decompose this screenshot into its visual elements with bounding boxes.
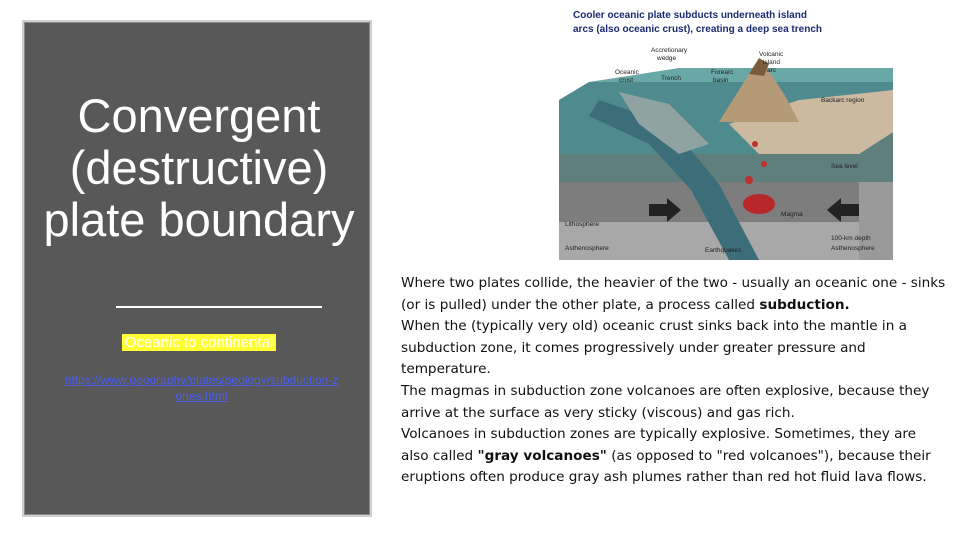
title-divider	[116, 306, 322, 308]
subduction-diagram	[559, 4, 893, 260]
label-magma: Magma	[781, 211, 803, 218]
p4-text-a: Volcanoes in subduction zones are typically explosive. Sometimes, they are also called	[401, 426, 917, 464]
label-earthquakes: Earthquakes	[705, 247, 742, 254]
slide-subtitle: Oceanic to continental	[122, 334, 276, 351]
label-asthenosphere-right: Asthenosphere	[831, 245, 875, 252]
label-accretionary: Accretionary	[651, 47, 688, 54]
label-oceanic: Oceanic	[615, 69, 639, 76]
diagram-caption-2: arcs (also oceanic crust), creating a deep sea trench	[573, 24, 822, 35]
label-volcanic: Volcanic	[759, 51, 784, 58]
title-panel	[22, 20, 372, 517]
p1-text: Where two plates collide, the heavier of the two - usually an oceanic one - sinks (or is pulled) under the other plate, a process called	[401, 275, 946, 313]
p4-text-b: (as opposed to "red volcanoes"), because their eruptions often produce gray ash plumes rather than red hot fluid lava flows.	[401, 447, 931, 486]
label-island: island	[763, 59, 780, 66]
p4-bold: "gray volcanoes"	[477, 447, 607, 464]
slide-title: Convergent (destructive) plate boundary	[43, 89, 355, 246]
label-backarc: Backarc region	[821, 97, 865, 104]
label-depth: 100-km depth	[831, 235, 871, 242]
label-basin: basin	[713, 77, 729, 84]
diagram-caption-1: Cooler oceanic plate subducts underneath island	[573, 10, 807, 21]
label-arc: arc	[767, 67, 777, 74]
paragraph-2: When the (typically very old) oceanic crust sinks back into the mantle in a subduction zone, it comes progressively under greater pressure and temperature.	[401, 318, 907, 378]
label-wedge: wedge	[657, 55, 677, 62]
body-text	[401, 273, 946, 489]
subtitle-container	[24, 334, 374, 352]
paragraph-4	[401, 424, 946, 489]
label-lithosphere: Lithosphere	[565, 221, 599, 228]
label-sealevel: Sea level	[831, 163, 858, 170]
label-crust: crust	[619, 77, 634, 84]
source-link[interactable]: https://www.geography/plates/geology/subduction-zones.html	[64, 373, 339, 403]
label-trench: Trench	[661, 75, 681, 82]
label-asthenosphere-left: Asthenosphere	[565, 245, 609, 252]
p1-bold: subduction.	[759, 296, 850, 313]
label-forearc: Forearc	[711, 69, 734, 76]
paragraph-1	[401, 273, 946, 316]
paragraph-3: The magmas in subduction zone volcanoes are often explosive, because they arrive at the surface as very sticky (viscous) and gas rich.	[401, 382, 930, 421]
